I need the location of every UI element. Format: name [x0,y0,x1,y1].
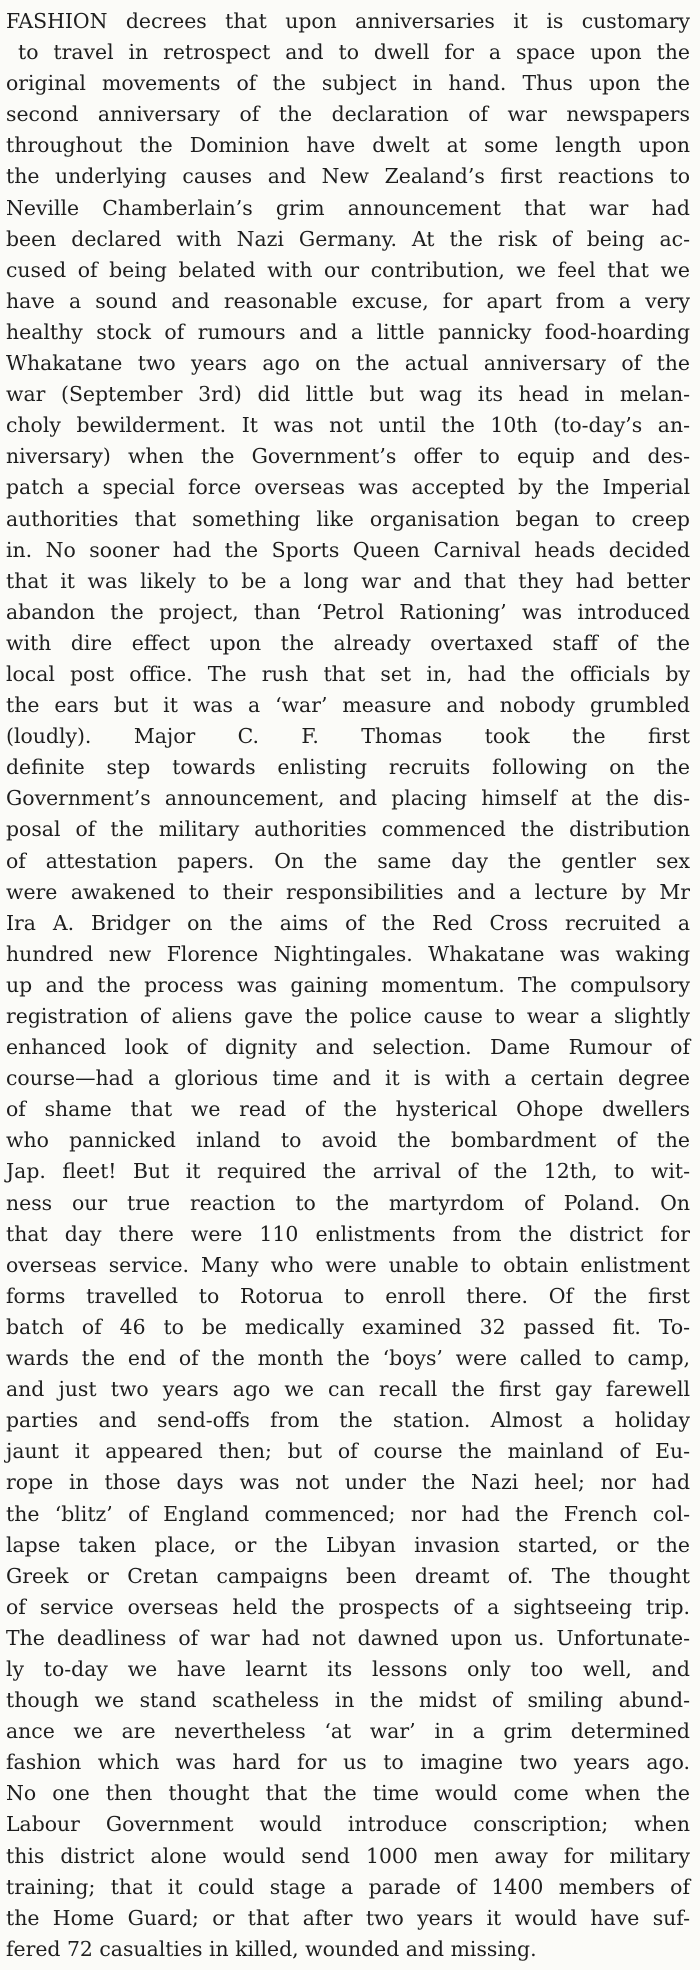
article-line: of attestation papers. On the same day the gentler sex [6,848,690,873]
article-line: jaunt it appeared then; but of course the mainland of Eu- [6,1439,690,1464]
article-line: Neville Chamberlain’s grim announcement that war had [6,195,690,220]
article-line: course—had a glorious time and it is with a certain degree [6,1066,690,1091]
article-line: training; that it could stage a parade of 1400 members of [6,1874,690,1899]
article-line: wards the end of the month the ‘boys’ were called to camp, [6,1346,690,1371]
article-line: niversary) when the Government’s offer to equip and des- [6,444,690,469]
article-line: have a sound and reasonable excuse, for apart from a very [6,288,690,313]
article-line: been declared with Nazi Germany. At the risk of being ac- [6,226,690,251]
article-line: overseas service. Many who were unable to obtain enlistment [6,1252,690,1277]
article-line: fashion which was hard for us to imagine two years ago. [6,1750,690,1775]
article-line: (loudly). Major C. F. Thomas took the first [6,724,690,749]
article-line: the Home Guard; or that after two years it would have suf- [6,1905,690,1930]
article-line: parties and send-offs from the station. Almost a holiday [6,1408,690,1433]
article-line: Whakatane two years ago on the actual anniversary of the [6,351,690,376]
article-line: definite step towards enlisting recruits following on the [6,755,690,780]
article-line: in. No sooner had the Sports Queen Carnival heads decided [6,537,690,562]
article-line: authorities that something like organisation began to creep [6,506,690,531]
article-line: to travel in retrospect and to dwell for a space upon the [18,40,690,65]
article-line: the ears but it was a ‘war’ measure and nobody grumbled [6,693,690,718]
article-line: Ira A. Bridger on the aims of the Red Cross recruited a [6,910,690,935]
article-line: with dire effect upon the already overtaxed staff of the [6,630,690,655]
article-line: posal of the military authorities commenced the distribution [6,817,690,842]
article-line: that it was likely to be a long war and that they had better [6,568,690,593]
article-line: ance we are nevertheless ‘at war’ in a grim determined [6,1719,690,1744]
article-line: fered 72 casualties in killed, wounded and missing. [6,1936,537,1961]
article-line: second anniversary of the declaration of war newspapers [6,102,690,127]
article-line: The deadliness of war had not dawned upon us. Unfortunate- [6,1625,690,1650]
article-line: Greek or Cretan campaigns been dreamt of. The thought [6,1563,690,1588]
article-line: that day there were 110 enlistments from the district for [6,1221,690,1246]
article-line: local post office. The rush that set in, had the officials by [6,661,690,686]
article-line: and just two years ago we can recall the first gay farewell [6,1377,690,1402]
article-line: this district alone would send 1000 men away for military [6,1843,690,1868]
article-line: the underlying causes and New Zealand’s first reactions to [6,164,690,189]
article-line: ness our true reaction to the martyrdom of Poland. On [6,1190,690,1215]
article-line: war (September 3rd) did little but wag its head in melan- [6,382,690,407]
article-line: abandon the project, than ‘Petrol Rationing’ was introduced [6,599,690,624]
article-line: up and the process was gaining momentum. The compulsory [6,972,690,997]
article-line: who pannicked inland to avoid the bombardment of the [6,1128,690,1153]
article-line: rope in those days was not under the Nazi heel; nor had [6,1470,690,1495]
article-line: choly bewilderment. It was not until the 10th (to-day’s an- [6,413,690,438]
article-line: original movements of the subject in hand. Thus upon the [6,71,690,96]
article-line: healthy stock of rumours and a little pannicky food-hoarding [6,319,690,344]
article-line: Jap. fleet! But it required the arrival of the 12th, to wit- [6,1159,690,1184]
article-line: No one then thought that the time would come when the [6,1781,690,1806]
article-line: forms travelled to Rotorua to enroll there. Of the first [6,1283,690,1308]
article-line: the ‘blitz’ of England commenced; nor had the French col- [6,1501,690,1526]
article-line: hundred new Florence Nightingales. Whakatane was waking [6,941,690,966]
article-line: patch a special force overseas was accepted by the Imperial [6,475,690,500]
article-line: cused of being belated with our contribution, we feel that we [6,257,690,282]
article-line: batch of 46 to be medically examined 32 passed fit. To- [6,1314,690,1339]
article-line: Government’s announcement, and placing himself at the dis- [6,786,690,811]
article-line: of service overseas held the prospects of a sightseeing trip. [6,1594,690,1619]
article-line: though we stand scatheless in the midst of smiling abund- [6,1688,690,1713]
article-line: Labour Government would introduce conscription; when [6,1812,690,1837]
article-line: enhanced look of dignity and selection. Dame Rumour of [6,1035,690,1060]
article-line: ly to-day we have learnt its lessons only too well, and [6,1656,690,1681]
article-line: registration of aliens gave the police cause to wear a slightly [6,1004,690,1028]
article-line: throughout the Dominion have dwelt at some length upon [6,133,690,158]
article-line: lapse taken place, or the Libyan invasion started, or the [6,1532,690,1557]
article-line: FASHION decrees that upon anniversaries it is customary [6,9,690,33]
article-line: were awakened to their responsibilities and a lecture by Mr [6,879,690,904]
article-line: of shame that we read of the hysterical Ohope dwellers [6,1097,690,1122]
